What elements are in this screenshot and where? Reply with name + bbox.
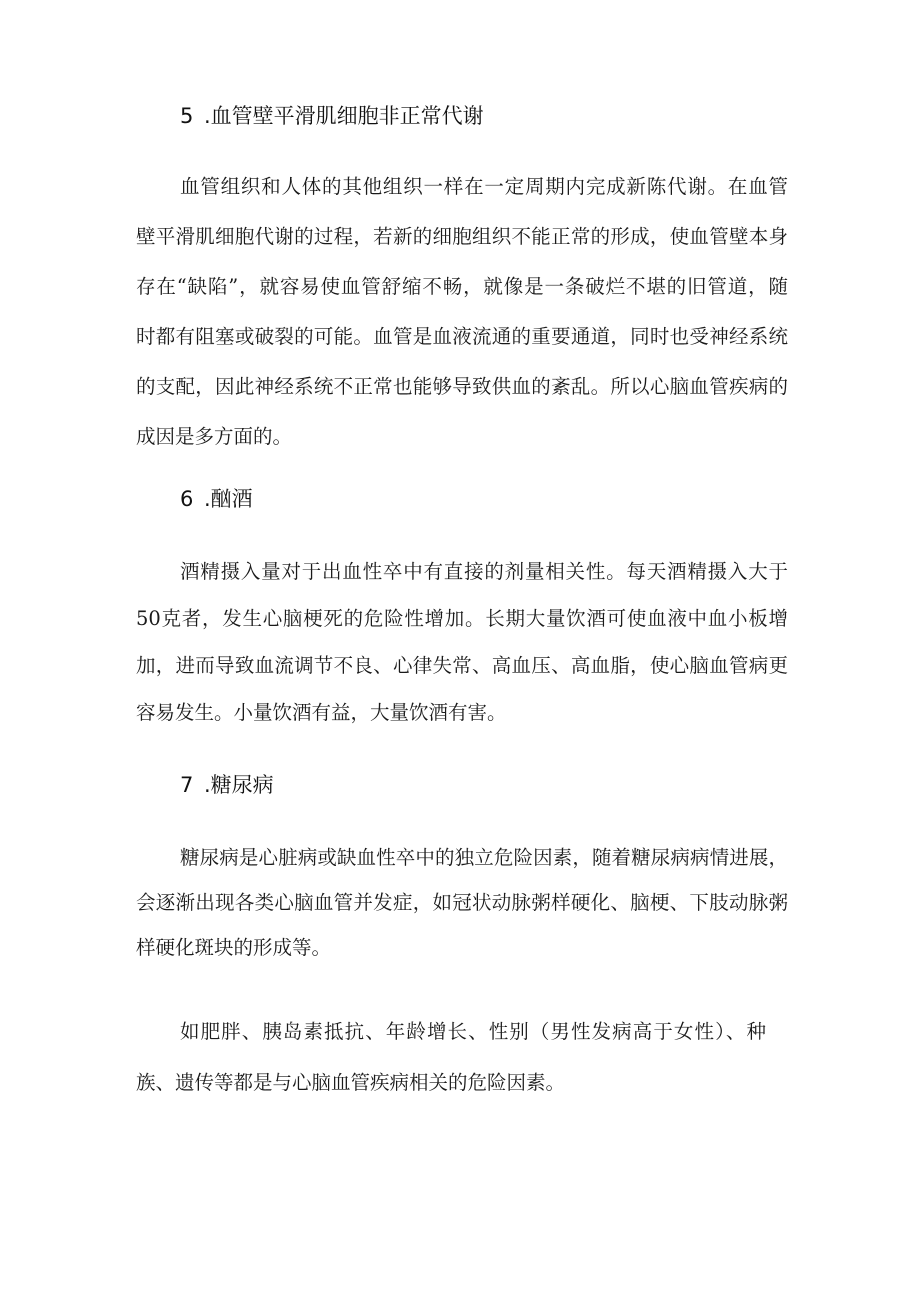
paragraph-line: 存在“缺陷”，就容易使血管舒缩不畅，就像是一条破烂不堪的旧管道，随 — [136, 275, 788, 298]
paragraph-line: 酒精摄入量对于出血性卒中有直接的剂量相关性。每天酒精摄入大于 — [180, 560, 788, 583]
section-number: 6 — [180, 487, 194, 511]
section-5-paragraph — [136, 168, 788, 455]
paragraph-line: 壁平滑肌细胞代谢的过程，若新的细胞组织不能正常的形成，使血管壁本身 — [136, 225, 788, 248]
section-heading-6 — [180, 484, 253, 514]
section-title: .血管壁平滑肌细胞非正常代谢 — [204, 104, 484, 128]
paragraph-line: 血管组织和人体的其他组织一样在一定周期内完成新陈代谢。在血管 — [180, 175, 788, 198]
paragraph-line: 糖尿病是心脏病或缺血性卒中的独立危险因素，随着糖尿病病情进展， — [180, 846, 788, 869]
section-6-paragraph — [136, 553, 788, 731]
paragraph-line: 加，进而导致血流调节不良、心律失常、高血压、高血脂，使心脑血管病更 — [136, 654, 788, 677]
paragraph-line: 容易发生。小量饮酒有益，大量饮酒有害。 — [136, 701, 507, 724]
section-7-paragraph-1 — [136, 839, 788, 966]
section-heading-7 — [180, 770, 274, 800]
paragraph-line: 的支配，因此神经系统不正常也能够导致供血的紊乱。所以心脑血管疾病的 — [136, 375, 788, 398]
paragraph-line: 时都有阻塞或破裂的可能。血管是血液流通的重要通道，同时也受神经系统 — [136, 325, 788, 348]
section-title: .酗酒 — [204, 487, 253, 511]
paragraph-line: 50克者，发生心脑梗死的危险性增加。长期大量饮酒可使血液中血小板增 — [136, 607, 788, 630]
section-7-paragraph-2 — [136, 1013, 766, 1101]
section-heading-5 — [180, 101, 484, 131]
section-number: 5 — [180, 104, 194, 128]
paragraph-line: 成因是多方面的。 — [136, 425, 293, 448]
section-title: .糖尿病 — [204, 773, 274, 797]
section-number: 7 — [180, 773, 194, 797]
paragraph-line: 会逐渐出现各类心脑血管并发症，如冠状动脉粥样硬化、脑梗、下肢动脉粥 — [136, 891, 788, 914]
paragraph-line: 如肥胖、胰岛素抵抗、年龄增长、性别（男性发病高于女性）、种 — [180, 1020, 766, 1043]
paragraph-line: 族、遗传等都是与心脑血管疾病相关的危险因素。 — [136, 1071, 566, 1094]
paragraph-line: 样硬化斑块的形成等。 — [136, 936, 332, 959]
